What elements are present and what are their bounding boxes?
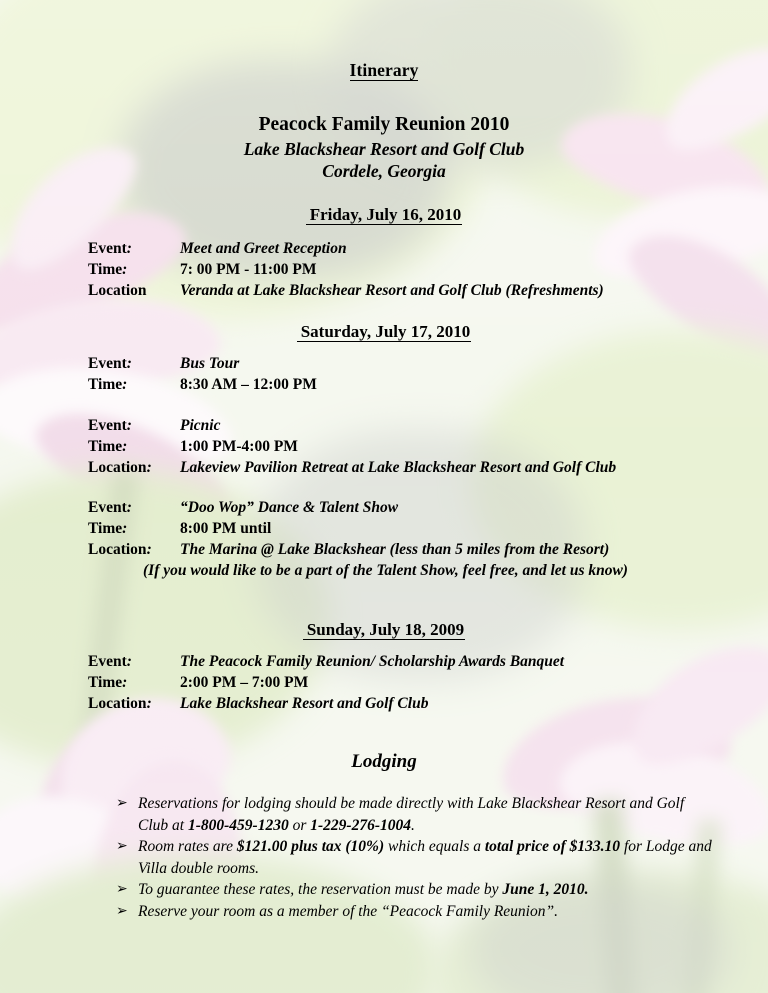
event-block-saturday-2 [88, 415, 748, 478]
location-label: Location: [88, 541, 152, 558]
time-label: Time: [88, 261, 128, 278]
time-row [88, 374, 748, 395]
location-value: Lake Blackshear Resort and Golf Club [180, 695, 429, 712]
plain-text: Room rates are [138, 838, 237, 855]
time-label: Time: [88, 520, 128, 537]
event-row [88, 353, 748, 374]
event-value: The Peacock Family Reunion/ Scholarship Awards Banquet [180, 653, 565, 670]
time-label: Time: [88, 674, 128, 691]
time-value: 8:00 PM until [180, 520, 272, 537]
lodging-bullet-item [116, 879, 716, 901]
lodging-heading: Lodging [351, 751, 417, 772]
day-heading-sunday-text: Sunday, July 18, 2009 [303, 620, 465, 640]
location-label: Location [88, 282, 147, 299]
plain-text: for Lodge and Villa double rooms. [138, 838, 712, 877]
event-row [88, 497, 748, 518]
location-row [88, 457, 748, 478]
event-label: Event: [88, 499, 132, 516]
event-value: Meet and Greet Reception [180, 240, 347, 257]
time-row [88, 672, 748, 693]
time-label: Time: [88, 376, 128, 393]
lodging-bullet-item [116, 836, 716, 879]
venue-name: Lake Blackshear Resort and Golf Club [243, 139, 525, 159]
event-block-friday-1 [88, 238, 748, 301]
day-heading-sunday [0, 620, 768, 640]
location-value: The Marina @ Lake Blackshear (less than 5 miles from the Resort) [180, 541, 610, 558]
lodging-bullet-text [138, 903, 558, 920]
location-label: Location: [88, 459, 152, 476]
plain-text: . [411, 816, 415, 834]
emphasis-text: 1-800-459-1230 [187, 816, 289, 834]
lodging-bullet-text [138, 838, 712, 877]
plain-text: or [288, 816, 311, 834]
lodging-bullet-item [116, 901, 716, 923]
event-value: Bus Tour [180, 355, 240, 372]
arrow-bullet-icon: ➢ [116, 881, 128, 897]
event-row [88, 415, 748, 436]
time-value: 2:00 PM – 7:00 PM [180, 674, 309, 691]
day-heading-saturday-text: Saturday, July 17, 2010 [297, 322, 472, 342]
day-heading-friday [0, 205, 768, 225]
day-heading-saturday [0, 322, 768, 342]
venue-city: Cordele, Georgia [322, 161, 446, 181]
arrow-bullet-icon: ➢ [116, 902, 128, 919]
event-label: Event: [88, 417, 132, 434]
talent-show-note: (If you would like to be a part of the Talent Show, feel free, and let us know) [143, 562, 628, 579]
lodging-bullet-item [116, 793, 716, 836]
event-value: Picnic [180, 417, 221, 434]
event-block-saturday-3 [88, 497, 748, 581]
arrow-bullet-icon: ➢ [116, 795, 128, 811]
time-value: 8:30 AM – 12:00 PM [180, 376, 317, 393]
time-value: 1:00 PM-4:00 PM [180, 438, 298, 455]
time-value: 7: 00 PM - 11:00 PM [180, 261, 317, 278]
event-label: Event: [88, 355, 132, 372]
time-row [88, 436, 748, 457]
emphasis-text: 1-229-276-1004 [310, 816, 411, 834]
page-title-text: Itinerary [349, 60, 419, 80]
emphasis-text: $121.00 plus tax (10%) [236, 838, 385, 855]
lodging-bullet-list [116, 793, 716, 922]
reunion-name: Peacock Family Reunion 2010 [258, 114, 510, 135]
event-label: Event: [88, 240, 132, 257]
location-row [88, 539, 748, 560]
plain-text: which equals a [384, 838, 485, 855]
day-heading-friday-text: Friday, July 16, 2010 [306, 205, 463, 225]
lodging-bullet-text [138, 881, 588, 898]
plain-text: Reservations for lodging should be made directly with Lake Blackshear Resort and Golf Club at [138, 795, 685, 834]
location-value: Veranda at Lake Blackshear Resort and Golf Club (Refreshments) [180, 282, 604, 299]
event-value: “Doo Wop” Dance & Talent Show [180, 499, 399, 516]
event-label: Event: [88, 653, 132, 670]
time-row [88, 518, 748, 539]
time-row [88, 259, 748, 280]
arrow-bullet-icon: ➢ [116, 838, 128, 854]
emphasis-text: June 1, 2010. [502, 881, 589, 898]
page-title [0, 60, 768, 81]
time-label: Time: [88, 438, 128, 455]
event-block-sunday-1 [88, 651, 748, 714]
lodging-bullet-text [138, 795, 684, 834]
location-value: Lakeview Pavilion Retreat at Lake Blackshear Resort and Golf Club [180, 459, 617, 476]
plain-text: Reserve your room as a member of the “Peacock Family Reunion”. [138, 902, 558, 920]
location-row [88, 280, 748, 301]
location-label: Location: [88, 695, 152, 712]
emphasis-text: total price of $133.10 [484, 838, 621, 855]
event-row [88, 238, 748, 259]
event-block-saturday-1 [88, 353, 748, 395]
plain-text: To guarantee these rates, the reservation must be made by [138, 881, 503, 898]
location-row [88, 693, 748, 714]
event-row [88, 651, 748, 672]
